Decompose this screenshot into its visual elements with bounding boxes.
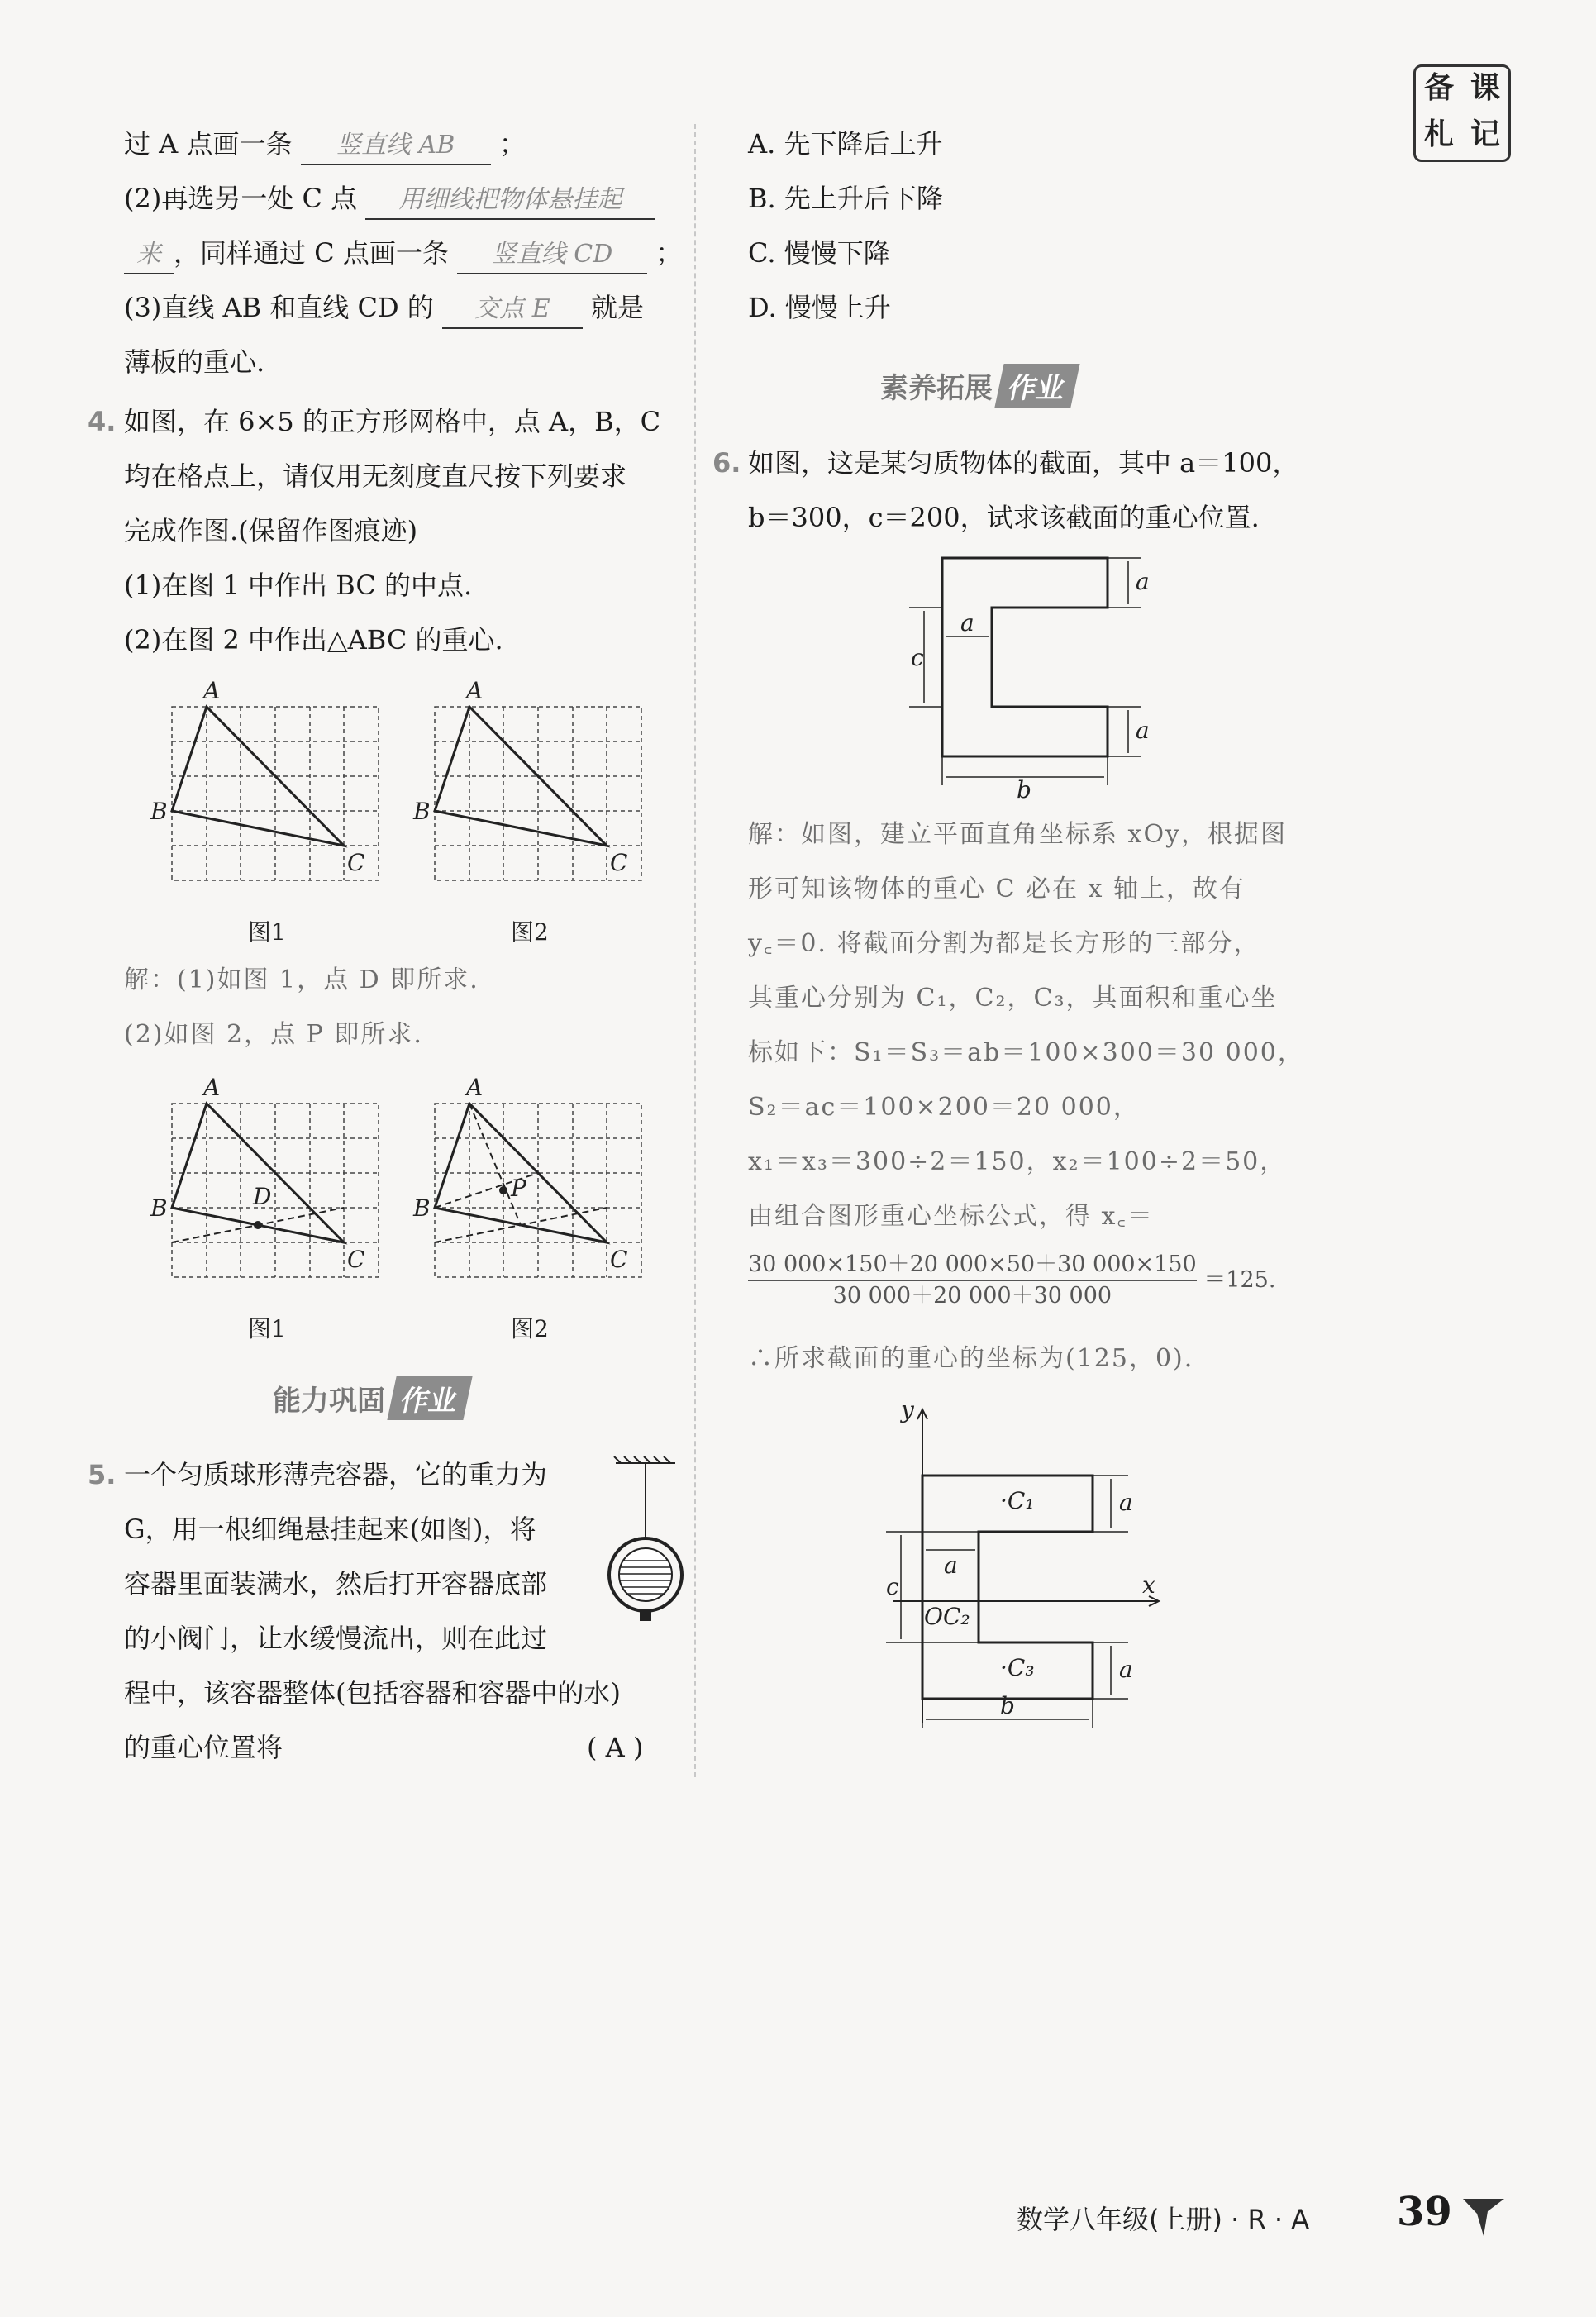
q5-line3: 容器里面装满水，然后打开容器底部 (124, 1568, 548, 1599)
q3-line2 (124, 180, 655, 220)
dim-a-bottom: a (1136, 717, 1150, 744)
q6-solution-line: y꜀＝0. 将截面分割为都是长方形的三部分， (748, 929, 1260, 958)
q5-line6: 的重心位置将 (124, 1732, 283, 1763)
label-a: A (203, 1074, 221, 1101)
section-title: 能力巩固 (273, 1385, 385, 1418)
label-b: B (150, 798, 168, 825)
label-a: A (466, 1074, 484, 1101)
q5-line5: 程中，该容器整体(包括容器和容器中的水) (124, 1677, 621, 1709)
q6-coordinate-figure (876, 1393, 1174, 1740)
q3-text: 就是 (591, 292, 645, 323)
q4-line3: 完成作图.(保留作图痕迹) (124, 515, 418, 546)
point-d (254, 1221, 262, 1229)
q3-answer-2: 用细线把物体悬挂起 (365, 182, 655, 220)
c3-label: ·C₃ (1000, 1654, 1035, 1681)
label-b: B (150, 1194, 168, 1222)
q3-text: (2)再选另一处 C 点 (124, 183, 358, 214)
dim-a-top: a (1119, 1489, 1133, 1516)
q6-number: 6. (712, 447, 741, 479)
dim-a-left: a (960, 609, 974, 636)
label-b: B (413, 798, 431, 825)
q4-solution-figure-1 (141, 1070, 397, 1352)
q5-option-b: B. 先上升后下降 (748, 183, 943, 214)
q3-answer-3: 竖直线 CD (457, 236, 647, 274)
footer-book-title: 数学八年级(上册) · R · A (1017, 2204, 1310, 2235)
q5-line4: 的小阀门，让水缓慢流出，则在此过 (124, 1623, 548, 1654)
c1-label: ·C₁ (1000, 1487, 1035, 1514)
q6-line1: 如图，这是某匀质物体的截面，其中 a＝100， (748, 447, 1299, 479)
q6-solution-line: x₁＝x₃＝300÷2＝150，x₂＝100÷2＝50， (748, 1147, 1287, 1176)
q3-text: (3)直线 AB 和直线 CD 的 (124, 292, 434, 323)
label-b: B (413, 1194, 431, 1222)
fig-caption: 图2 (511, 1315, 549, 1342)
q5-option-a: A. 先下降后上升 (748, 128, 943, 160)
q4-solution-2: (2)如图 2，点 P 即所求. (124, 1020, 423, 1049)
q3-answer-4: 交点 E (442, 291, 583, 329)
label-c: C (610, 1246, 628, 1273)
section-tag: 作业 (994, 364, 1079, 408)
axis-y-label: y (901, 1396, 914, 1423)
dim-b: b (1017, 776, 1031, 802)
q4-line4: (1)在图 1 中作出 BC 的中点. (124, 570, 473, 601)
footer-arrow-icon (1459, 2191, 1508, 2240)
oc2-label: OC₂ (924, 1603, 970, 1630)
q3-text: ； (655, 237, 683, 269)
section-title: 素养拓展 (880, 372, 993, 405)
q3-line4 (124, 289, 644, 329)
q6-solution-line: 其重心分别为 C₁，C₂，C₃，其面积和重心坐 (748, 984, 1278, 1013)
q3-text: 过 A 点画一条 (124, 128, 293, 160)
q4-line1: 如图，在 6×5 的正方形网格中，点 A，B，C (124, 406, 661, 437)
dim-a-top: a (1136, 568, 1150, 595)
page-number: 39 (1397, 2189, 1452, 2235)
notes-stamp (1413, 64, 1511, 162)
section-ability-badge (273, 1376, 468, 1420)
q5-number: 5. (88, 1459, 117, 1490)
q3-line3 (124, 235, 682, 274)
label-a: A (466, 677, 484, 704)
q5-option-c: C. 慢慢下降 (748, 237, 890, 269)
label-p: P (511, 1175, 526, 1202)
axis-x-label: x (1142, 1571, 1155, 1599)
stamp-char: 备 (1423, 71, 1454, 105)
stamp-char: 课 (1470, 71, 1500, 105)
q3-text: ； (498, 128, 526, 160)
q3-line1 (124, 126, 526, 165)
stamp-char: 札 (1423, 117, 1454, 151)
q3-line5: 薄板的重心. (124, 346, 265, 378)
q6-solution-line: S₂＝ac＝100×200＝20 000， (748, 1093, 1140, 1122)
q6-solution-line: 标如下：S₁＝S₃＝ab＝100×300＝30 000， (748, 1038, 1304, 1067)
label-c: C (347, 1246, 365, 1273)
q3-answer-2b: 来 (124, 236, 174, 274)
q3-answer-1: 竖直线 AB (301, 127, 491, 165)
hanging-container-figure (599, 1455, 690, 1645)
column-divider (694, 124, 696, 1777)
label-a: A (203, 677, 221, 704)
section-tag: 作业 (387, 1376, 472, 1420)
q6-solution-line: 由组合图形重心坐标公式，得 x꜀＝ (748, 1202, 1154, 1231)
fraction-result: ＝125. (1203, 1267, 1276, 1293)
stamp-char: 记 (1470, 117, 1500, 151)
q6-conclusion: ∴所求截面的重心的坐标为(125，0). (748, 1344, 1194, 1373)
q6-solution-line: 解：如图，建立平面直角坐标系 xOy，根据图 (748, 820, 1287, 849)
q6-line2: b＝300，c＝200，试求该截面的重心位置. (748, 502, 1260, 533)
q3-text: ，同样通过 C 点画一条 (174, 237, 449, 269)
q4-number: 4. (88, 406, 117, 437)
label-d: D (253, 1183, 272, 1210)
dim-c: c (886, 1573, 899, 1600)
dim-c: c (911, 644, 924, 671)
q4-solution-1: 解：(1)如图 1，点 D 即所求. (124, 965, 479, 994)
q6-fraction (748, 1250, 1275, 1311)
q4-figure-2 (403, 674, 660, 955)
c-shape (942, 558, 1108, 756)
fraction-numerator: 30 000×150＋20 000×50＋30 000×150 (748, 1251, 1197, 1277)
q4-solution-figure-2 (403, 1070, 660, 1352)
section-literacy-badge (880, 364, 1075, 408)
dim-a-left: a (944, 1552, 958, 1579)
q4-line2: 均在格点上，请仅用无刻度直尺按下列要求 (124, 460, 627, 492)
label-c: C (347, 849, 365, 876)
q5-answer: ( A ) (587, 1732, 644, 1763)
fig-caption: 图1 (248, 1315, 286, 1342)
q6-solution-line: 形可知该物体的重心 C 必在 x 轴上，故有 (748, 875, 1246, 903)
fraction-denominator: 30 000＋20 000＋30 000 (748, 1280, 1197, 1311)
dim-a-bottom: a (1119, 1656, 1133, 1683)
q5-option-d: D. 慢慢上升 (748, 292, 891, 323)
q4-line5: (2)在图 2 中作出△ABC 的重心. (124, 624, 503, 656)
fig-caption: 图1 (248, 918, 286, 946)
dim-b: b (1000, 1692, 1015, 1719)
label-c: C (610, 849, 628, 876)
q5-line1: 一个匀质球形薄壳容器，它的重力为 (124, 1459, 548, 1490)
q4-figure-1 (141, 674, 397, 955)
q5-line2: G，用一根细绳悬挂起来(如图)，将 (124, 1514, 536, 1545)
point-p (499, 1186, 507, 1194)
fig-caption: 图2 (511, 918, 549, 946)
q6-cross-section-figure (901, 550, 1165, 802)
